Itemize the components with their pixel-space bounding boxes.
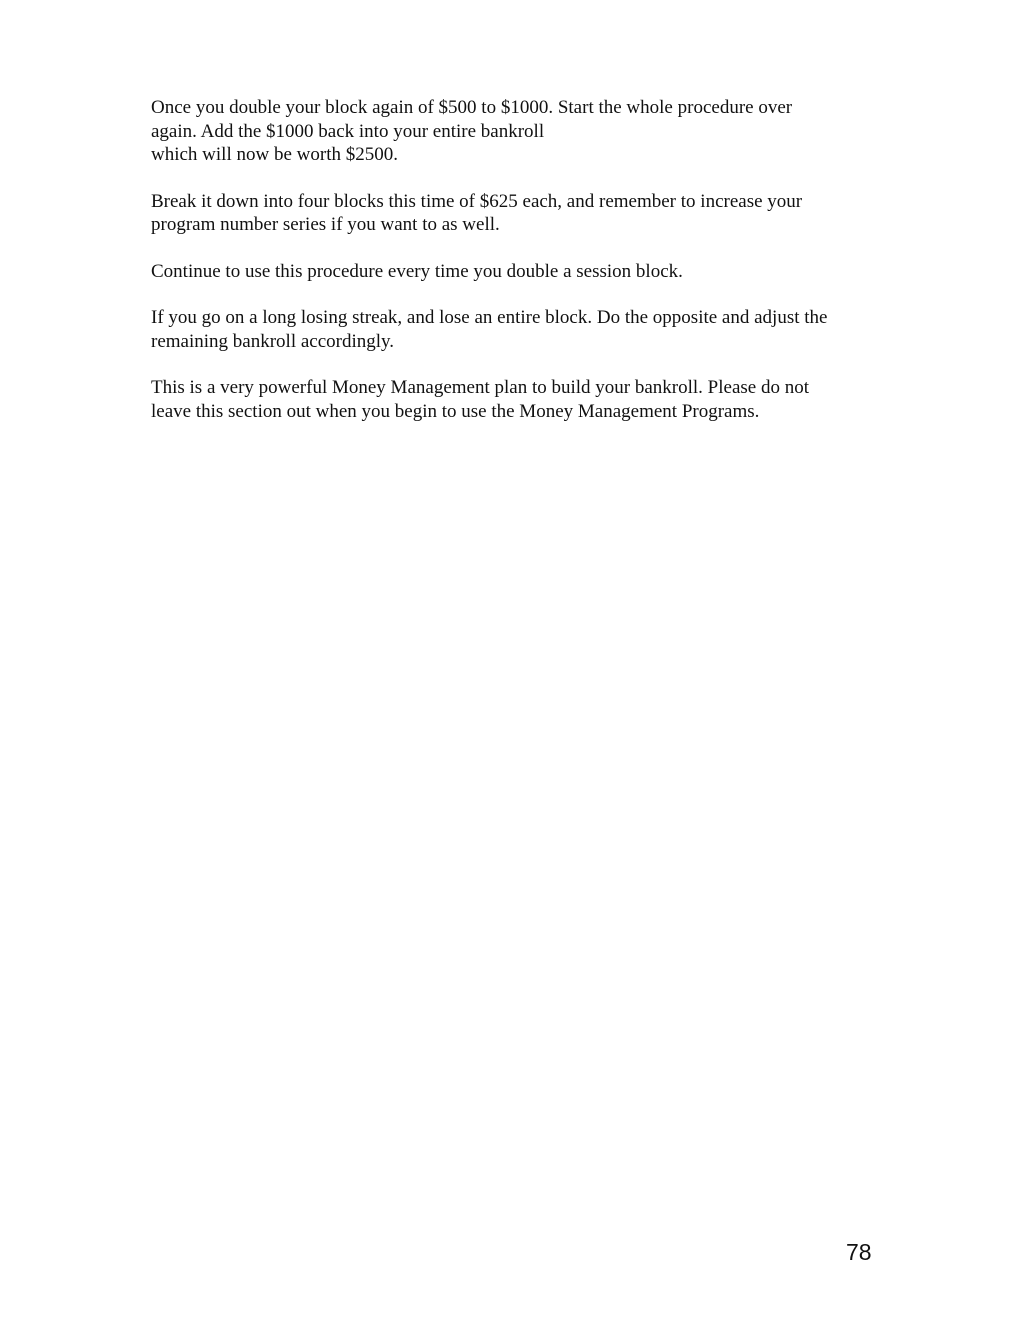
text-line: again. Add the $1000 back into your entire bankroll [151,120,545,142]
text-line: remaining bankroll accordingly. [151,330,395,352]
text-line: If you go on a long losing streak, and lose an entire block. Do the opposite and adjust the [151,307,828,328]
paragraph-losing-streak [151,306,891,353]
text-line: leave this section out when you begin to use the Money Management Programs. [151,400,760,422]
text-line: Break it down into four blocks this time of $625 each, and remember to increase your [151,190,803,212]
paragraph-money-management [151,376,891,423]
text-line: which will now be worth $2500. [151,144,398,165]
text-line: Continue to use this procedure every time you double a session block. [151,260,683,282]
text-line: This is a very powerful Money Management plan to build your bankroll. Please do not [151,377,810,398]
page-number: 78 [846,1239,872,1265]
paragraph-four-blocks [151,190,891,237]
body-text [151,96,891,446]
text-line: Once you double your block again of $500 to $1000. Start the whole procedure over [151,97,793,118]
text-line: program number series if you want to as well. [151,214,500,235]
paragraph-double-block [151,96,891,167]
paragraph-continue-procedure [151,260,891,284]
